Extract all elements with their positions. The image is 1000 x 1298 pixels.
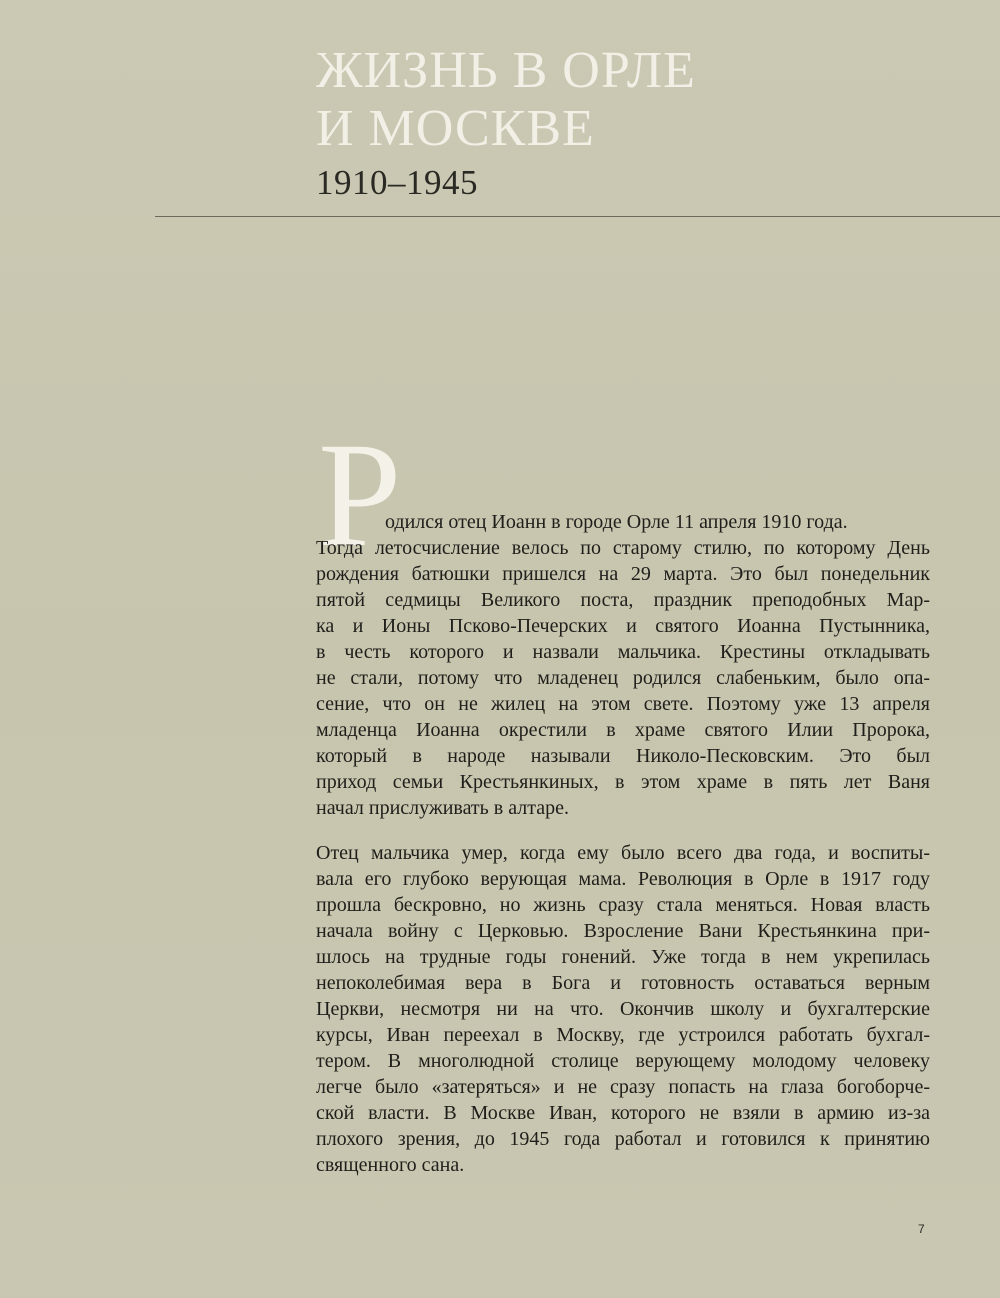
paragraph-line: непоколебимая вера в Бога и готовность оставаться верным: [316, 972, 930, 994]
paragraph-line: легче было «затеряться» и не сразу попасть на глаза богоборче-: [316, 1076, 930, 1098]
paragraph-line: рождения батюшки пришелся на 29 марта. Это был понедельник: [316, 563, 930, 585]
paragraph-line: который в народе называли Николо-Песковским. Это был: [316, 745, 930, 767]
paragraph-line: ка и Ионы Псково-Печерских и святого Иоанна Пустынника,: [316, 615, 930, 637]
paragraph-1: [316, 535, 930, 821]
paragraph-line: в честь которого и назвали мальчика. Крестины откладывать: [316, 641, 930, 663]
chapter-years: 1910–1945: [316, 163, 478, 202]
paragraph-line: Тогда летосчисление велось по старому стилю, по которому День: [316, 537, 930, 559]
paragraph-2: [316, 840, 930, 1178]
paragraph-line: начал прислуживать в алтаре.: [316, 797, 570, 819]
paragraph-line: ской власти. В Москве Иван, которого не взяли в армию из-за: [316, 1102, 930, 1124]
page-number: 7: [918, 1222, 925, 1236]
chapter-title-line-2: И МОСКВЕ: [316, 100, 595, 157]
paragraph-line: вала его глубоко верующая мама. Революция в Орле в 1917 году: [316, 868, 930, 890]
paragraph-line: шлось на трудные годы гонений. Уже тогда в нем укрепилась: [316, 946, 930, 968]
paragraph-line: курсы, Иван переехал в Москву, где устроился работать бухгал-: [316, 1024, 930, 1046]
paragraph-line: Отец мальчика умер, когда ему было всего два года, и воспиты-: [316, 842, 930, 864]
horizontal-divider: [155, 216, 1000, 217]
paragraph-line: младенца Иоанна окрестили в храме святого Илии Пророка,: [316, 719, 930, 741]
paragraph-1-first-line: одился отец Иоанн в городе Орле 11 апреля 1910 года.: [385, 511, 848, 533]
paragraph-line: не стали, потому что младенец родился слабеньким, было опа-: [316, 667, 930, 689]
paragraph-line: священного сана.: [316, 1154, 465, 1176]
chapter-title-line-1: ЖИЗНЬ В ОРЛЕ: [316, 42, 696, 99]
paragraph-line: начала войну с Церковью. Взросление Вани Крестьянкина при-: [316, 920, 930, 942]
paragraph-line: приход семьи Крестьянкиных, в этом храме в пять лет Ваня: [316, 771, 930, 793]
chapter-title: [316, 42, 966, 158]
drop-cap: Р: [318, 412, 402, 578]
paragraph-line: тером. В многолюдной столице верующему молодому человеку: [316, 1050, 930, 1072]
paragraph-line: пятой седмицы Великого поста, праздник преподобных Мар-: [316, 589, 930, 611]
paragraph-line: сение, что он не жилец на этом свете. Поэтому уже 13 апреля: [316, 693, 930, 715]
paragraph-line: плохого зрения, до 1945 года работал и готовился к принятию: [316, 1128, 930, 1150]
paragraph-line: Церкви, несмотря ни на что. Окончив школу и бухгалтерские: [316, 998, 930, 1020]
paragraph-line: прошла бескровно, но жизнь сразу стала меняться. Новая власть: [316, 894, 930, 916]
